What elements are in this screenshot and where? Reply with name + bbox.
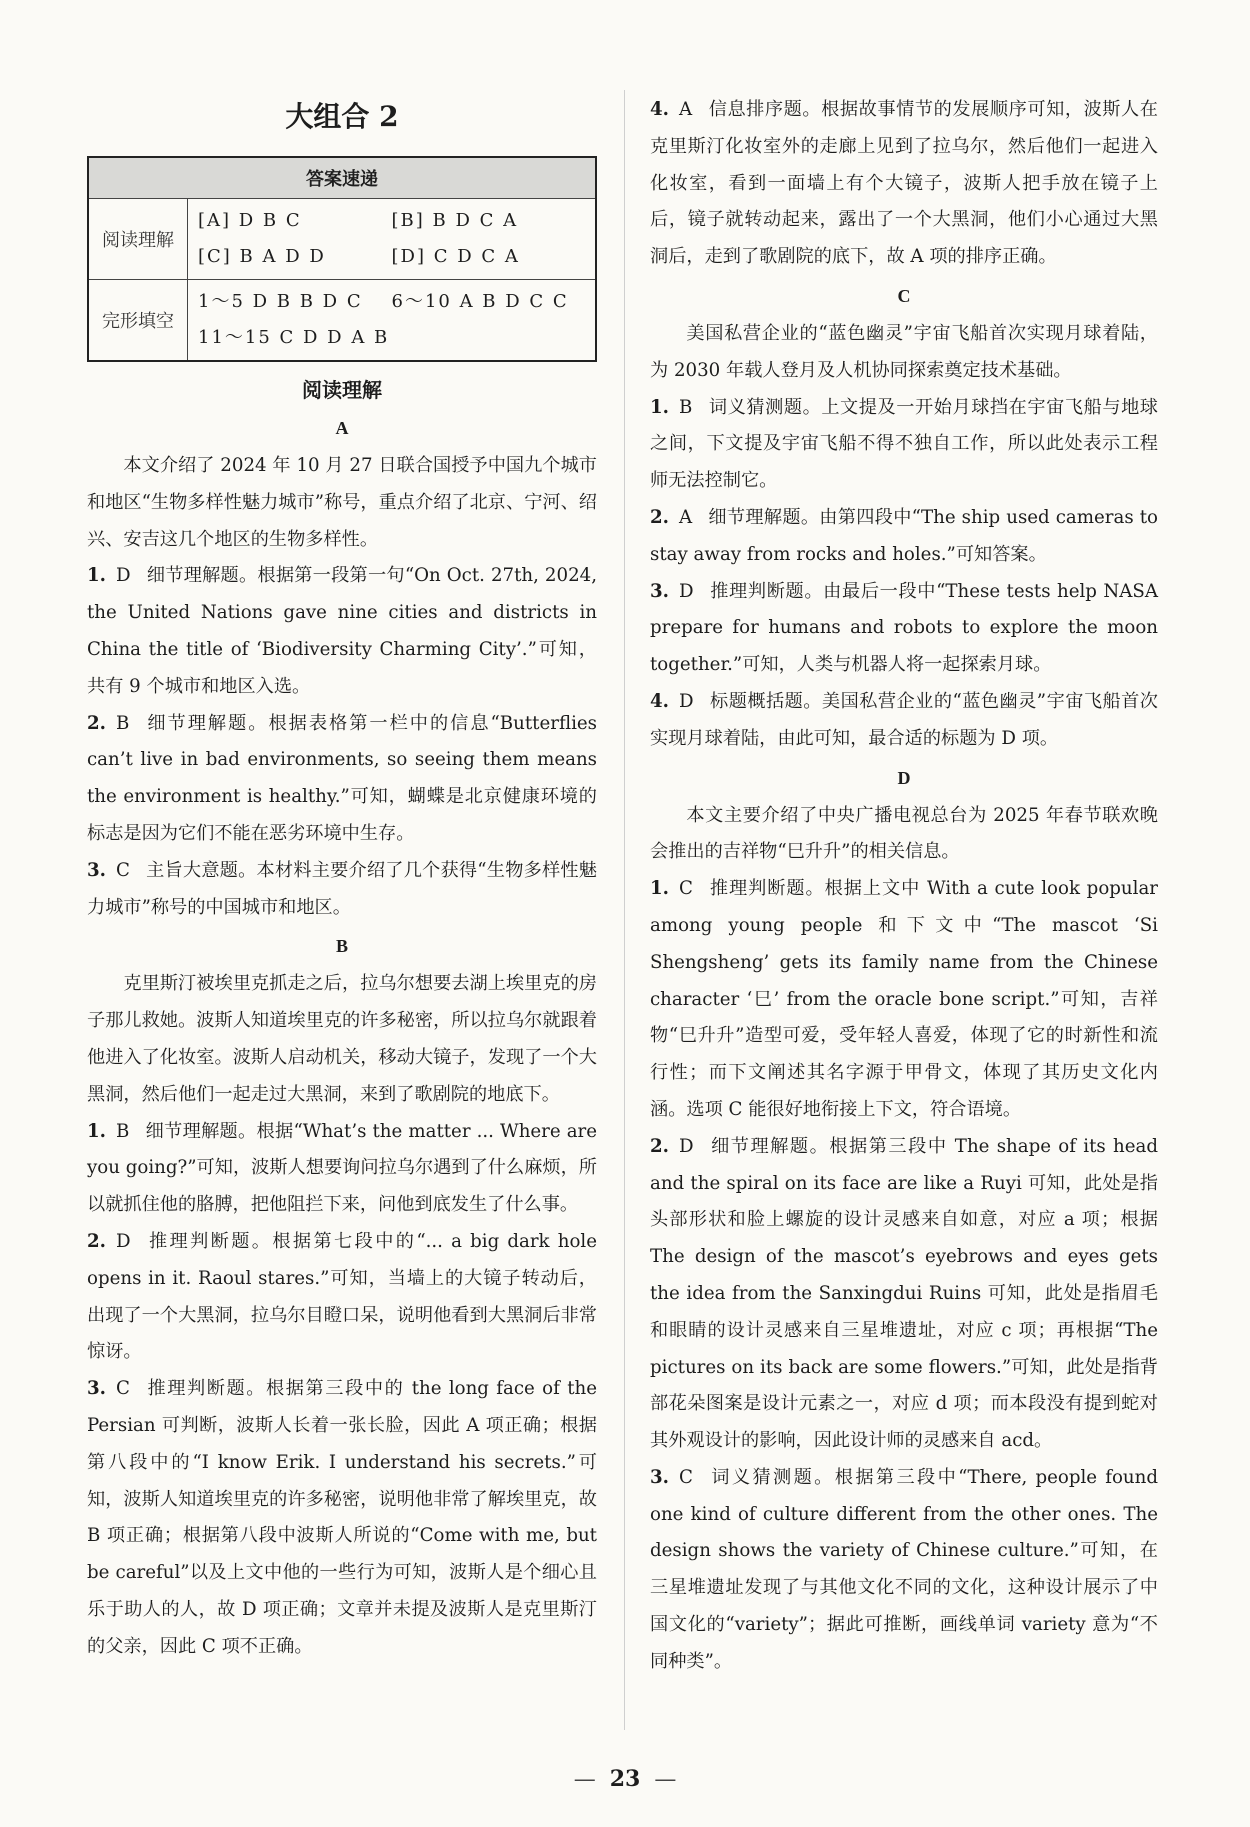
- column-divider: [624, 90, 625, 1730]
- question-number: 2.: [650, 506, 669, 528]
- answer-explanation: [650, 500, 1158, 574]
- answer-explanation: [650, 1460, 1158, 1681]
- explanation-text: 细节理解题。根据第三段中 The shape of its head and the spiral on its face are like a Ruyi 可知，此处是指头部形状和脸上螺旋的设计灵感来自如意，对应 a 项；根据 The design of the mascot’s eyebrows and eyes gets the idea from the Sanxingdui Ruins 可知，此处是指眉毛和眼睛的设计灵感来自三星堆遗址，对应 c 项；再根据“The pictures on its back are some flowers.”可知，此处是指背部花朵图案是设计元素之一，对应 d 项；而本段没有提到蛇对其外观设计的影响，因此设计师的灵感来自 acd。: [650, 1135, 1158, 1452]
- answer-explanation: [650, 1129, 1158, 1460]
- answer-explanation: [650, 684, 1158, 758]
- question-number: 2.: [87, 1230, 106, 1252]
- answer-explanation: [650, 574, 1158, 684]
- answer-explanation: [87, 1371, 597, 1665]
- answer-cell: [C] B A D D: [198, 246, 326, 267]
- answer-explanation: [650, 92, 1158, 276]
- cloze-answers: [188, 280, 597, 362]
- explanation-text: 词义猜测题。根据第三段中“There, people found one kind of culture different from the other ones. The design shows the variety of Chinese culture.”可知，在三星堆遗址发现了与其他文化不同的文化，这种设计展示了中国文化的“variety”；据此可推断，画线单词 variety 意为“不同种类”。: [650, 1466, 1158, 1672]
- question-number: 1.: [87, 1120, 106, 1142]
- passage-letter-a: A: [335, 418, 349, 438]
- answer-explanation: [87, 853, 597, 927]
- passage-c-items: [650, 390, 1158, 758]
- explanation-text: 推理判断题。根据第七段中的“... a big dark hole opens in it. Raoul stares.”可知，当墙上的大镜子转动后，出现了一个大黑洞，拉乌尔目瞪口呆，说明他看到大黑洞后非常惊讶。: [87, 1230, 597, 1363]
- answer-cell: [D] C D C A: [391, 246, 520, 267]
- question-number: 2.: [650, 1135, 669, 1157]
- question-number: 1.: [650, 878, 669, 900]
- answer-table: [87, 156, 597, 362]
- answer-letter: C: [116, 1378, 130, 1400]
- explanation-text: 推理判断题。由最后一段中“These tests help NASA prepare for humans and robots to explore the moon together.”可知，人类与机器人将一起探索月球。: [650, 580, 1158, 676]
- answer-letter: C: [679, 878, 693, 900]
- answer-cell: 11～15 C D D A B: [198, 327, 390, 348]
- answer-letter: D: [679, 690, 694, 712]
- question-number: 3.: [650, 1466, 669, 1488]
- question-number: 3.: [650, 580, 669, 602]
- explanation-text: 词义猜测题。上文提及一开始月球挡在宇宙飞船与地球之间，下文提及宇宙飞船不得不独自工作，所以此处表示工程师无法控制它。: [650, 396, 1158, 492]
- explanation-text: 细节理解题。根据表格第一栏中的信息“Butterflies can’t live in bad environments, so seeing them means the environment is healthy.”可知，蝴蝶是北京健康环境的标志是因为它们不能在恶劣环境中生存。: [87, 712, 597, 844]
- answer-cell: [392, 320, 586, 356]
- section-title: 阅读理解: [302, 378, 382, 402]
- passage-b-items-cont: [650, 92, 1158, 276]
- page-title: 大组合 2: [285, 100, 399, 133]
- explanation-text: 信息排序题。根据故事情节的发展顺序可知，波斯人在克里斯汀化妆室外的走廊上见到了拉乌尔，然后他们一起进入化妆室，看到一面墙上有个大镜子，波斯人把手放在镜子上后，镜子就转动起来，露出了一个大黑洞，他们小心通过大黑洞后，走到了歌剧院的底下，故 A 项的排序正确。: [650, 99, 1158, 268]
- answer-cell: [A] D B C: [198, 210, 302, 231]
- reading-answers: [188, 199, 597, 280]
- passage-b-items: [87, 1114, 597, 1666]
- cloze-label: 完形填空: [88, 280, 188, 362]
- question-number: 4.: [650, 99, 669, 120]
- passage-d-intro: 本文主要介绍了中央广播电视总台为 2025 年春节联欢晚会推出的吉祥物“巳升升”的相关信息。: [650, 804, 1158, 863]
- question-number: 4.: [650, 690, 669, 712]
- explanation-text: 细节理解题。由第四段中“The ship used cameras to stay away from rocks and holes.”可知答案。: [650, 506, 1158, 565]
- explanation-text: 细节理解题。根据第一段第一句“On Oct. 27th, 2024, the United Nations gave nine cities and districts in China the title of ‘Biodiversity Charming City’.”可知，共有 9 个城市和地区入选。: [87, 565, 597, 697]
- explanation-text: 推理判断题。根据上文中 With a cute look popular among young people 和下文中“The mascot ‘Si Shengsheng’ gets its family name from the Chinese character ‘巳’ from the oracle bone script.”可知，吉祥物“巳升升”造型可爱，受年轻人喜爱，体现了它的时新性和流行性；而下文阐述其名字源于甲骨文，体现了其历史文化内涵。选项 C 能很好地衔接上下文，符合语境。: [650, 878, 1158, 1120]
- answer-letter: D: [679, 580, 694, 602]
- answer-explanation: [650, 871, 1158, 1129]
- explanation-text: 细节理解题。根据“What’s the matter ... Where are you going?”可知，波斯人想要询问拉乌尔遇到了什么麻烦，所以就抓住他的胳膊，把他阻拦下来，问他到底发生了什么事。: [87, 1120, 597, 1216]
- answer-explanation: [87, 1224, 597, 1371]
- passage-letter-b: B: [335, 936, 348, 957]
- answer-letter: B: [116, 712, 130, 734]
- left-column: [87, 92, 597, 1666]
- right-column: [650, 92, 1158, 1681]
- answer-letter: D: [116, 565, 131, 587]
- explanation-text: 标题概括题。美国私营企业的“蓝色幽灵”宇宙飞船首次实现月球着陆，由此可知，最合适的标题为 D 项。: [650, 690, 1158, 749]
- question-number: 3.: [87, 1378, 106, 1400]
- page-number-footer: — 23 —: [573, 1766, 677, 1792]
- passage-b-intro: 克里斯汀被埃里克抓走之后，拉乌尔想要去湖上埃里克的房子那儿救她。波斯人知道埃里克的许多秘密，所以拉乌尔就跟着他进入了化妆室。波斯人启动机关，移动大镜子，发现了一个大黑洞，然后他们一起走过大黑洞，来到了歌剧院的地底下。: [87, 973, 597, 1105]
- answer-letter: C: [116, 859, 130, 881]
- answer-cell: 1～5 D B B D C: [198, 291, 363, 312]
- passage-letter-c: C: [897, 285, 911, 306]
- question-number: 1.: [87, 565, 106, 587]
- answer-letter: A: [679, 99, 693, 120]
- page-number: 23: [609, 1766, 641, 1792]
- passage-d-items: [650, 871, 1158, 1681]
- answer-explanation: [87, 706, 597, 853]
- answer-letter: D: [116, 1230, 131, 1252]
- answer-table-header: 答案速递: [88, 157, 596, 199]
- passage-letter-d: D: [897, 767, 911, 788]
- answer-letter: A: [679, 506, 693, 528]
- question-number: 2.: [87, 712, 106, 734]
- answer-cell: [B] B D C A: [391, 210, 519, 231]
- explanation-text: 推理判断题。根据第三段中的 the long face of the Persian 可判断，波斯人长着一张长脸，因此 A 项正确；根据第八段中的“I know Erik. I understand his secrets.”可知，波斯人知道埃里克的许多秘密，说明他非常了解埃里克，故 B 项正确；根据第八段中波斯人所说的“Come with me, but be careful”以及上文中他的一些行为可知，波斯人是个细心且乐于助人的人，故 D 项正确；文章并未提及波斯人是克里斯汀的父亲，因此 C 项不正确。: [87, 1378, 597, 1657]
- answer-letter: C: [679, 1466, 693, 1488]
- explanation-text: 主旨大意题。本材料主要介绍了几个获得“生物多样性魅力城市”称号的中国城市和地区。: [87, 859, 597, 918]
- passage-a-items: [87, 558, 597, 926]
- answer-explanation: [650, 390, 1158, 500]
- reading-label: 阅读理解: [88, 199, 188, 280]
- answer-letter: D: [679, 1135, 694, 1157]
- answer-cell: 6～10 A B D C C: [391, 291, 569, 312]
- answer-explanation: [87, 1114, 597, 1224]
- passage-c-intro: 美国私营企业的“蓝色幽灵”宇宙飞船首次实现月球着陆，为 2030 年载人登月及人机协同探索奠定技术基础。: [650, 322, 1158, 381]
- question-number: 3.: [87, 859, 106, 881]
- answer-letter: B: [116, 1120, 130, 1142]
- answer-explanation: [87, 558, 597, 705]
- question-number: 1.: [650, 396, 669, 418]
- answer-letter: B: [679, 396, 693, 418]
- passage-a-intro: 本文介绍了 2024 年 10 月 27 日联合国授予中国九个城市和地区“生物多样性魅力城市”称号，重点介绍了北京、宁河、绍兴、安吉这几个地区的生物多样性。: [87, 455, 597, 550]
